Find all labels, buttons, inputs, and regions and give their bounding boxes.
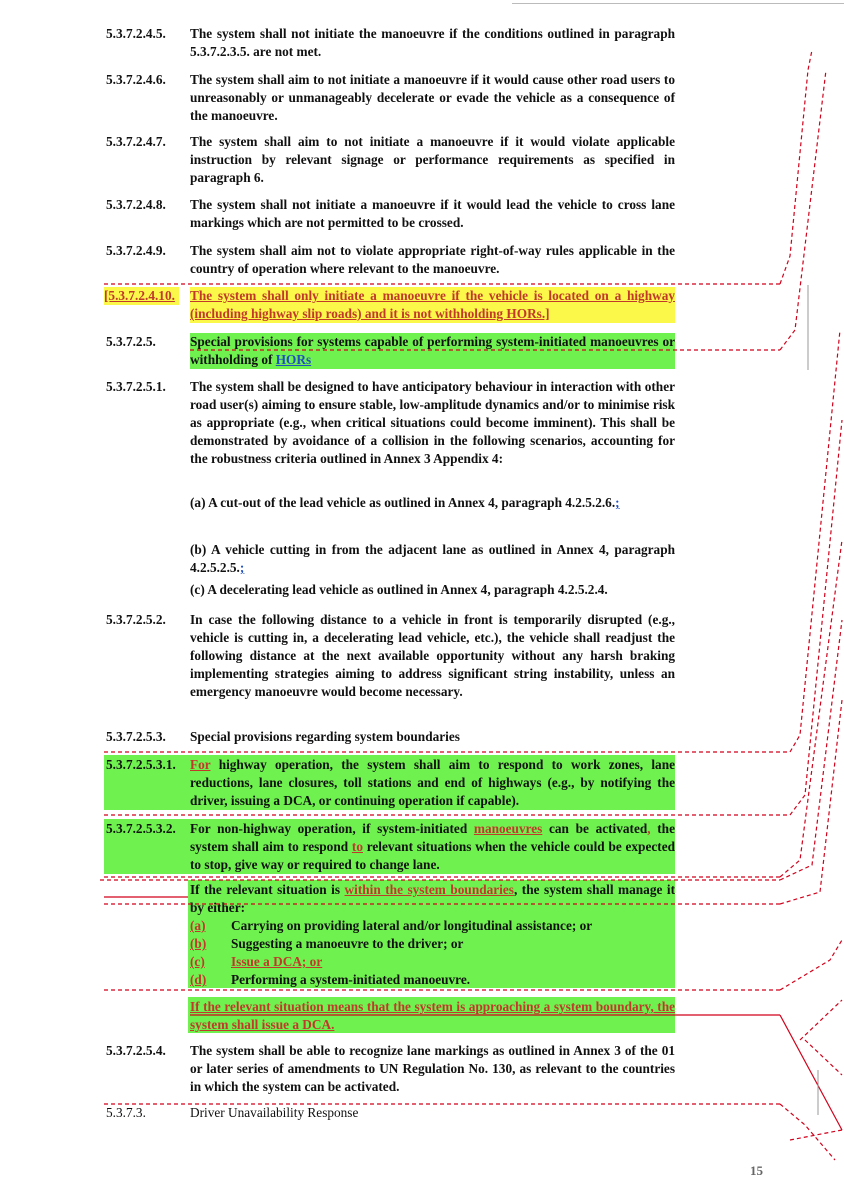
connector-line xyxy=(780,540,842,877)
list-item: (b) Suggesting a manoeuvre to the driver; or xyxy=(190,936,464,951)
paragraph-text: The system shall aim not to violate appropriate right-of-way rules applicable in the country of operation where relevant to the manoeuvre. xyxy=(190,243,675,276)
paragraph-text: The system shall be able to recognize lane markings as outlined in Annex 3 of the 01 or later series of amendments to UN Regulation No. 130, as relevant to the countries in which the system can be activated. xyxy=(190,1043,675,1094)
paragraph-number: 5.3.7.2.5.3.2. xyxy=(106,821,176,836)
paragraph-text: For highway operation, the system shall aim to respond to work zones, lane reductions, lane closures, toll stations and end of highways (e.g., by notifying the driver, issuing a DCA, or continuing operation if capable). xyxy=(190,757,675,808)
page-top-rule xyxy=(512,3,844,4)
paragraph-text: In case the following distance to a vehicle in front is temporarily disrupted (e.g., vehicle is cutting in, a decelerating lead vehicle, etc.), the vehicle shall readjust the following distance at the next available opportunity without any harsh braking implementing strategies aiming to address significant string instability, unless an emergency manoeuvre would become necessary. xyxy=(190,612,675,699)
paragraph-text-highlighted: Special provisions for systems capable of performing system-initiated manoeuvres or withholding of HORs xyxy=(190,334,675,367)
connector-line xyxy=(780,620,842,880)
paragraph-number: 5.3.7.2.5.3.1. xyxy=(106,757,176,772)
paragraph-number: 5.3.7.2.4.7. xyxy=(106,134,166,149)
list-item: (c) Issue a DCA; or xyxy=(190,954,323,969)
paragraph-text: The system shall aim to not initiate a manoeuvre if it would cause other road users to unreasonably or unmanageably decelerate or evade the vehicle as a consequence of the manoeuvre. xyxy=(190,72,675,123)
connector-line xyxy=(790,330,840,752)
paragraph-number: 5.3.7.2.5.4. xyxy=(106,1043,166,1058)
paragraph-number: 5.3.7.2.5.3. xyxy=(106,729,166,744)
paragraph-number: 5.3.7.2.4.5. xyxy=(106,26,166,41)
list-item: (d) Performing a system-initiated manoeuvre. xyxy=(190,972,471,987)
paragraph-number: 5.3.7.2.4.6. xyxy=(106,72,166,87)
connector-line xyxy=(780,50,812,284)
paragraph-number: 5.3.7.2.4.8. xyxy=(106,197,166,212)
paragraph-number: 5.3.7.3. xyxy=(106,1105,146,1120)
connector-line xyxy=(790,1130,842,1140)
page-number: 15 xyxy=(750,1163,763,1178)
connector-line xyxy=(780,940,842,990)
paragraph-number: 5.3.7.2.5. xyxy=(106,334,156,349)
connector-line xyxy=(790,420,842,815)
connector-line xyxy=(780,1104,835,1160)
paragraph-number: 5.3.7.2.5.1. xyxy=(106,379,166,394)
paragraph-text: The system shall not initiate the manoeuvre if the conditions outlined in paragraph 5.3.7.2.3.5. are not met. xyxy=(190,26,675,59)
paragraph-text-inserted: If the relevant situation means that the system is approaching a system boundary, the system shall issue a DCA. xyxy=(190,999,675,1032)
paragraph-text: The system shall aim to not initiate a manoeuvre if it would violate applicable instruction by relevant signage or performance requirements as specified in paragraph 6. xyxy=(190,134,675,185)
paragraph-number-inserted: [5.3.7.2.4.10. xyxy=(104,287,179,305)
scenario-item: (b) A vehicle cutting in from the adjacent lane as outlined in Annex 4, paragraph 4.2.5.2.5.; xyxy=(190,542,675,575)
scenario-item: (c) A decelerating lead vehicle as outlined in Annex 4, paragraph 4.2.5.2.4. xyxy=(190,582,608,597)
paragraph-text: The system shall not initiate a manoeuvre if it would lead the vehicle to cross lane markings which are not permitted to be crossed. xyxy=(190,197,675,230)
paragraph-text: Driver Unavailability Response xyxy=(190,1105,359,1120)
list-item: (a) Carrying on providing lateral and/or longitudinal assistance; or xyxy=(190,918,593,933)
paragraph-text: Special provisions regarding system boundaries xyxy=(190,729,460,744)
connector-line xyxy=(780,1015,842,1130)
connector-line xyxy=(800,1000,842,1040)
situation-list: If the relevant situation is within the system boundaries, the system shall manage it by either: (a) Carrying on providing lateral and/or longitudinal assistance; or (b) Suggesting a manoeuvre to the driver; or (c) Issue a DCA; or (d) Performing a system-initiated manoeuvre. xyxy=(190,882,675,987)
paragraph-text-inserted: The system shall only initiate a manoeuvre if the vehicle is located on a highway (including highway slip roads) and it is not withholding HORs.] xyxy=(190,288,675,321)
connector-line xyxy=(780,70,826,350)
connector-line xyxy=(780,700,842,904)
connector-line xyxy=(805,1040,842,1075)
paragraph-number: 5.3.7.2.5.2. xyxy=(106,612,166,627)
paragraph-number: 5.3.7.2.4.9. xyxy=(106,243,166,258)
paragraph-text: For non-highway operation, if system-initiated manoeuvres can be activated, the system shall aim to respond to relevant situations when the vehicle could be expected to stop, give way or required to change lane. xyxy=(190,821,675,872)
paragraph-text: The system shall be designed to have anticipatory behaviour in interaction with other road user(s) aiming to ensure stable, low-amplitude dynamics and/or to minimise risk as appropriate (e.g., when critical situations could become imminent). This shall be demonstrated by avoidance of a collision in the following scenarios, accounting for the robustness criteria outlined in Annex 3 Appendix 4: xyxy=(190,379,675,466)
scenario-item: (a) A cut-out of the lead vehicle as outlined in Annex 4, paragraph 4.2.5.2.6.; xyxy=(190,495,620,510)
